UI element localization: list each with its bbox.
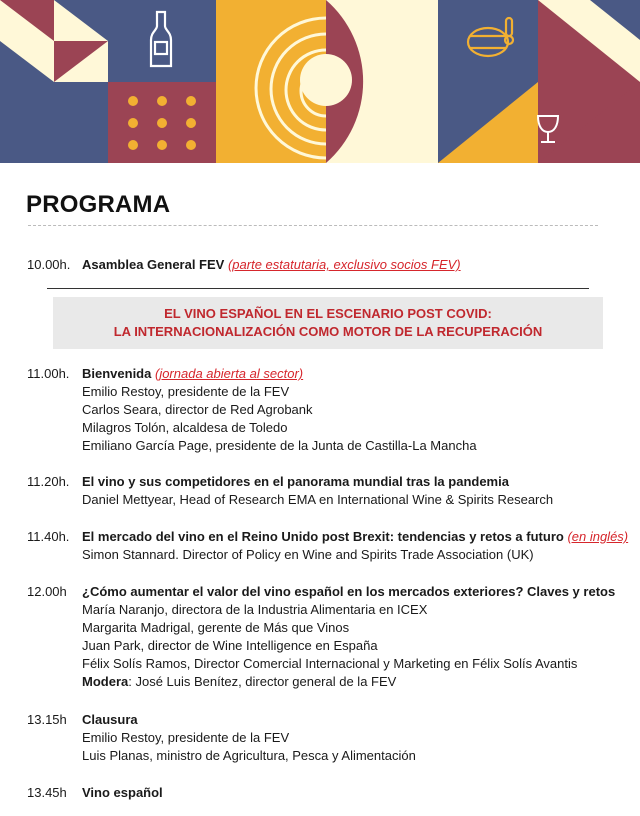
heading-line-1: EL VINO ESPAÑOL EN EL ESCENARIO POST COVID: [164,306,492,321]
s2-title: El vino y sus competidores en el panorama mundial tras la pandemia [82,474,509,489]
s3-speaker: Simon Stannard. Director of Policy en Wine and Spirits Trade Association (UK) [82,547,534,562]
s1-speaker: Carlos Seara, director de Red Agrobank [82,402,313,417]
s4-time: 12.00h [27,584,67,599]
s1-time: 11.00h. [27,366,70,381]
s2-block [82,473,553,509]
s5-title: Clausura [82,712,138,727]
assembly-row [82,256,461,274]
s6-block [82,784,163,802]
s4-moderator-name: : José Luis Benítez, director general de la FEV [128,674,397,689]
s4-speaker: Margarita Madrigal, gerente de Más que Vinos [82,620,350,635]
s4-moderator-label: Modera [82,674,129,689]
s4-speaker: María Naranjo, directora de la Industria Alimentaria en ICEX [82,602,428,617]
assembly-note: (parte estatutaria, exclusivo socios FEV) [227,257,461,272]
header-banner [0,0,640,163]
s6-time: 13.45h [27,785,67,800]
s4-block [82,583,615,691]
s5-speaker: Emilio Restoy, presidente de la FEV [82,730,290,745]
s2-time: 11.20h. [27,474,70,489]
s4-title: ¿Cómo aumentar el valor del vino español en los mercados exteriores? Claves y retos [82,584,616,599]
s3-note: (en inglés) [567,529,629,544]
title-divider [28,225,598,226]
heading-line-2: LA INTERNACIONALIZACIÓN COMO MOTOR DE LA RECUPERACIÓN [113,324,543,339]
s4-speaker: Félix Solís Ramos, Director Comercial Internacional y Marketing en Félix Solís Avantis [82,656,578,671]
s6-title: Vino español [82,785,163,800]
s1-block [82,365,477,455]
assembly-label: Asamblea General FEV [82,257,225,272]
s1-speaker: Milagros Tolón, alcaldesa de Toledo [82,420,288,435]
section-divider [47,288,589,289]
s5-speaker: Luis Planas, ministro de Agricultura, Pesca y Alimentación [82,748,416,763]
assembly-time: 10.00h. [27,257,71,272]
s4-speaker: Juan Park, director de Wine Intelligence en España [82,638,378,653]
s1-speaker: Emilio Restoy, presidente de la FEV [82,384,290,399]
s5-time: 13.15h [27,712,67,727]
s2-speaker: Daniel Mettyear, Head of Research EMA en International Wine & Spirits Research [82,492,554,507]
s3-time: 11.40h. [27,529,70,544]
page-title: PROGRAMA [26,191,171,218]
s5-block [82,711,416,765]
s4-moderator [82,673,615,691]
section-heading [53,297,603,349]
s1-speaker: Emiliano García Page, presidente de la Junta de Castilla-La Mancha [82,438,477,453]
s1-note: (jornada abierta al sector) [154,366,304,381]
s3-title: El mercado del vino en el Reino Unido post Brexit: tendencias y retos a futuro [82,529,564,544]
s1-title: Bienvenida [82,366,152,381]
s3-block [82,528,628,564]
